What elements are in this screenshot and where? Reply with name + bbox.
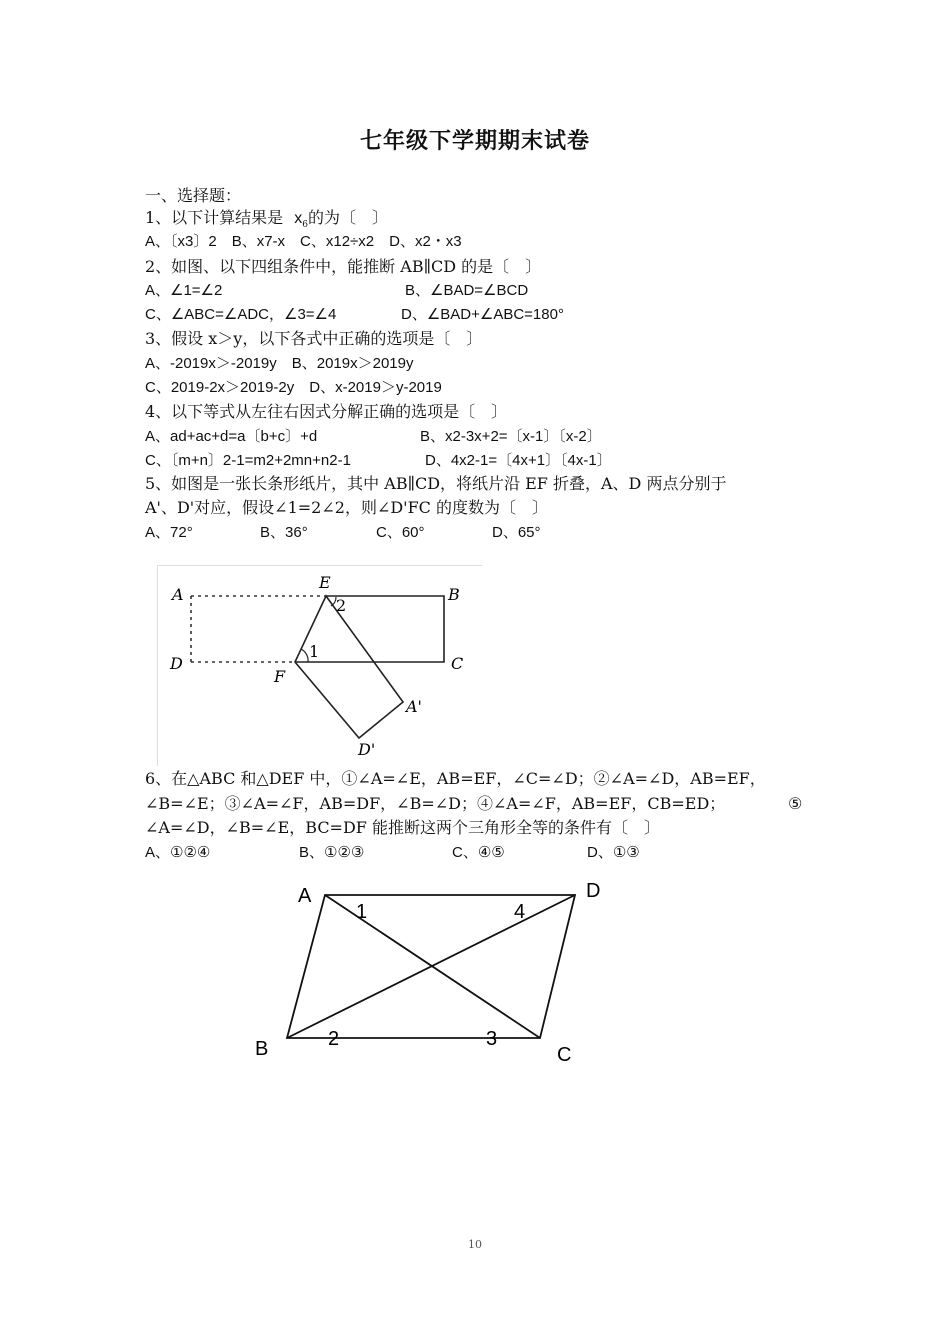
q5-option-b: B、36° xyxy=(260,524,308,541)
label-angle-2: 2 xyxy=(328,1028,340,1050)
folded-part xyxy=(295,596,403,738)
question-6-stem-line1: 6、在△ABC 和△DEF 中，①∠A=∠E，AB=EF，∠C=∠D；②∠A=∠D，AB=EF， xyxy=(145,769,766,788)
page-title: 七年级下学期期末试卷 xyxy=(359,128,590,154)
label-angle-1: 1 xyxy=(356,901,368,923)
label-angle-4: 4 xyxy=(514,901,526,923)
q5-option-a: A、72° xyxy=(145,524,193,541)
q6-option-d: D、①③ xyxy=(587,844,640,861)
label-A: A xyxy=(172,585,184,604)
label-D: D xyxy=(170,654,183,673)
q1-stem-a: 1、以下计算结果是 xyxy=(145,208,284,227)
q4-option-b: B、x2-3x+2=〔x-1〕〔x-2〕 xyxy=(420,428,602,445)
label-F: F xyxy=(274,667,286,686)
label-E: E xyxy=(319,573,331,592)
q6-option-c: C、④⑤ xyxy=(452,844,505,861)
label-D: D xyxy=(586,880,601,902)
label-angle-3: 3 xyxy=(486,1028,498,1050)
q2-option-b: B、∠BAD=∠BCD xyxy=(405,282,529,299)
q6-option-b: B、①②③ xyxy=(299,844,365,861)
label-D-prime: D' xyxy=(358,740,376,759)
label-angle-1: 1 xyxy=(309,642,320,661)
label-C: C xyxy=(451,654,464,673)
label-B: B xyxy=(255,1038,269,1060)
quadrilateral-svg xyxy=(250,870,630,1070)
q3-options-ab: A、-2019x＞-2019y B、2019x＞2019y xyxy=(145,355,414,372)
question-6-stem-line3: ∠A=∠D，∠B=∠E，BC=DF 能推断这两个三角形全等的条件有〔 〕 xyxy=(145,818,660,837)
q4-option-c: C、〔m+n〕2-1=m2+2mn+n2-1 xyxy=(145,452,351,469)
quadrilateral-figure xyxy=(250,870,630,1070)
q6-option-a: A、①②④ xyxy=(145,844,211,861)
question-4-stem: 4、以下等式从左往右因式分解正确的选项是〔 〕 xyxy=(145,402,508,421)
question-6-stem-tail: ⑤ xyxy=(788,794,803,813)
question-5-stem-line1: 5、如图是一张长条形纸片，其中 AB∥CD，将纸片沿 EF 折叠，A、D 两点分别于 xyxy=(145,474,727,493)
question-2-stem: 2、如图、以下四组条件中，能推断 AB∥CD 的是〔 〕 xyxy=(145,257,542,276)
label-A-prime: A' xyxy=(406,697,422,716)
q1-stem-exp: 6 xyxy=(302,220,309,231)
question-1-options: A、〔x3〕2 B、x7-x C、x12÷x2 D、x2・x3 xyxy=(145,233,462,250)
folded-strip-svg xyxy=(158,566,482,766)
q1-stem-b: 的为〔 〕 xyxy=(308,208,389,227)
section-heading: 一、选择题： xyxy=(145,186,242,205)
q2-option-d: D、∠BAD+∠ABC=180° xyxy=(401,306,564,323)
label-A: A xyxy=(298,885,312,907)
q3-options-cd: C、2019-2x＞2019-2y D、x-2019＞y-2019 xyxy=(145,379,442,396)
label-angle-2: 2 xyxy=(336,596,347,615)
question-3-stem: 3、假设 x＞y，以下各式中正确的选项是〔 〕 xyxy=(145,329,483,348)
q4-option-a: A、ad+ac+d=a〔b+c〕+d xyxy=(145,428,318,445)
folded-strip-figure xyxy=(157,565,482,766)
q1-stem-var: x xyxy=(294,210,303,227)
label-C: C xyxy=(557,1044,572,1066)
q5-option-d: D、65° xyxy=(492,524,541,541)
question-6-stem-line2: ∠B=∠E；③∠A=∠F，AB=DF，∠B=∠D；④∠A=∠F，AB=EF，CB=ED； xyxy=(145,794,726,813)
diagonal-BD xyxy=(287,895,575,1038)
question-5-stem-line2: A'、D'对应，假设∠1=2∠2，则∠D'FC 的度数为〔 〕 xyxy=(145,498,549,517)
q4-option-d: D、4x2-1=〔4x+1〕〔4x-1〕 xyxy=(425,452,612,469)
angle-1-arc xyxy=(301,649,308,662)
q2-option-c: C、∠ABC=∠ADC，∠3=∠4 xyxy=(145,306,337,323)
q2-option-a: A、∠1=∠2 xyxy=(145,282,223,299)
page-number: 10 xyxy=(468,1238,482,1251)
q5-option-c: C、60° xyxy=(376,524,425,541)
label-B: B xyxy=(448,585,460,604)
